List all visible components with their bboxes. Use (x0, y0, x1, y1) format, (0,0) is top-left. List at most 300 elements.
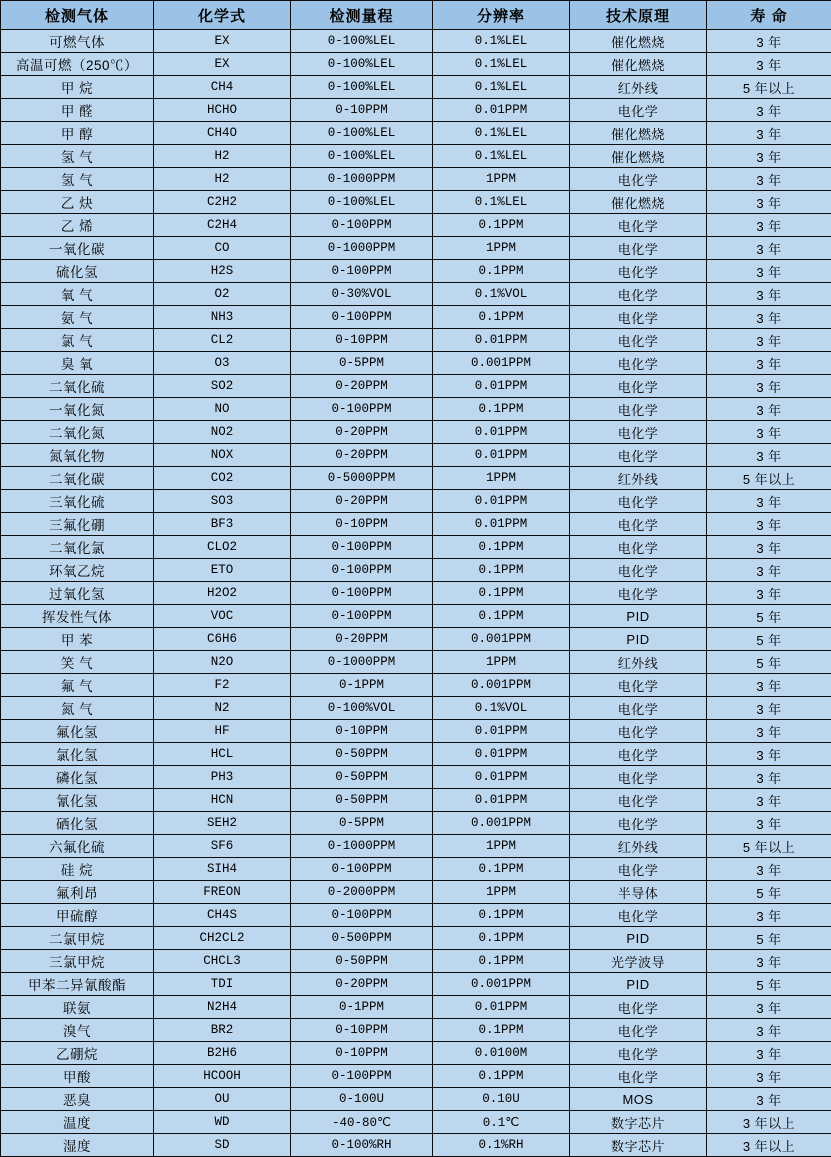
table-row (1, 1134, 831, 1157)
cell-gas: 二氧化氮 (1, 421, 154, 444)
cell-formula: PH3 (154, 766, 291, 789)
table-row (1, 145, 831, 168)
cell-formula: O3 (154, 352, 291, 375)
cell-formula: FREON (154, 881, 291, 904)
cell-gas: 氯 气 (1, 329, 154, 352)
cell-resolution: 0.1PPM (433, 398, 570, 421)
cell-gas: 甲硫醇 (1, 904, 154, 927)
cell-range: 0-100%LEL (291, 53, 433, 76)
cell-resolution: 1PPM (433, 237, 570, 260)
column-header-lifetime: 寿 命 (707, 1, 831, 30)
cell-technology: 电化学 (570, 490, 707, 513)
cell-resolution: 0.1PPM (433, 582, 570, 605)
cell-formula: HCN (154, 789, 291, 812)
cell-range: 0-100U (291, 1088, 433, 1111)
table-row (1, 53, 831, 76)
table-row (1, 743, 831, 766)
table-row (1, 858, 831, 881)
cell-technology: 电化学 (570, 168, 707, 191)
cell-technology: 电化学 (570, 766, 707, 789)
cell-gas: 氨 气 (1, 306, 154, 329)
cell-technology: PID (570, 605, 707, 628)
cell-technology: 电化学 (570, 352, 707, 375)
cell-lifetime: 3 年 (707, 743, 831, 766)
table-row (1, 214, 831, 237)
cell-gas: 联氨 (1, 996, 154, 1019)
cell-formula: H2S (154, 260, 291, 283)
cell-range: 0-100%LEL (291, 145, 433, 168)
cell-range: 0-2000PPM (291, 881, 433, 904)
cell-formula: NOX (154, 444, 291, 467)
cell-lifetime: 3 年 (707, 582, 831, 605)
cell-gas: 高温可燃（250℃） (1, 53, 154, 76)
cell-lifetime: 5 年 (707, 605, 831, 628)
cell-gas: 氧 气 (1, 283, 154, 306)
cell-range: 0-10PPM (291, 513, 433, 536)
cell-resolution: 1PPM (433, 835, 570, 858)
cell-resolution: 0.1PPM (433, 260, 570, 283)
cell-resolution: 0.1PPM (433, 605, 570, 628)
cell-range: 0-50PPM (291, 743, 433, 766)
cell-technology: 电化学 (570, 283, 707, 306)
cell-lifetime: 5 年 (707, 973, 831, 996)
cell-gas: 挥发性气体 (1, 605, 154, 628)
cell-lifetime: 3 年 (707, 536, 831, 559)
cell-formula: H2 (154, 145, 291, 168)
cell-gas: 三氯甲烷 (1, 950, 154, 973)
cell-lifetime: 3 年 (707, 766, 831, 789)
cell-lifetime: 3 年 (707, 858, 831, 881)
cell-formula: EX (154, 30, 291, 53)
cell-range: 0-20PPM (291, 973, 433, 996)
table-row (1, 421, 831, 444)
cell-range: 0-100PPM (291, 1065, 433, 1088)
cell-gas: 六氟化硫 (1, 835, 154, 858)
cell-resolution: 0.001PPM (433, 812, 570, 835)
cell-resolution: 0.001PPM (433, 628, 570, 651)
table-row (1, 904, 831, 927)
cell-technology: 催化燃烧 (570, 30, 707, 53)
cell-range: 0-100%VOL (291, 697, 433, 720)
cell-technology: 电化学 (570, 904, 707, 927)
table-row (1, 536, 831, 559)
table-row (1, 628, 831, 651)
cell-technology: 红外线 (570, 651, 707, 674)
cell-technology: 催化燃烧 (570, 145, 707, 168)
cell-formula: CH4S (154, 904, 291, 927)
cell-gas: 湿度 (1, 1134, 154, 1157)
cell-lifetime: 3 年 (707, 789, 831, 812)
cell-lifetime: 3 年以上 (707, 1134, 831, 1157)
cell-lifetime: 5 年以上 (707, 76, 831, 99)
cell-range: 0-10PPM (291, 99, 433, 122)
table-row (1, 1042, 831, 1065)
cell-gas: 磷化氢 (1, 766, 154, 789)
cell-technology: 电化学 (570, 1019, 707, 1042)
cell-formula: CLO2 (154, 536, 291, 559)
cell-gas: 笑 气 (1, 651, 154, 674)
cell-resolution: 0.001PPM (433, 973, 570, 996)
cell-lifetime: 3 年 (707, 421, 831, 444)
cell-resolution: 1PPM (433, 467, 570, 490)
cell-gas: 三氟化硼 (1, 513, 154, 536)
cell-formula: BF3 (154, 513, 291, 536)
cell-gas: 一氧化碳 (1, 237, 154, 260)
cell-gas: 氰化氢 (1, 789, 154, 812)
cell-gas: 氟 气 (1, 674, 154, 697)
table-row (1, 99, 831, 122)
cell-resolution: 0.1PPM (433, 904, 570, 927)
cell-technology: PID (570, 927, 707, 950)
cell-gas: 一氧化氮 (1, 398, 154, 421)
cell-lifetime: 3 年 (707, 306, 831, 329)
cell-lifetime: 3 年 (707, 1019, 831, 1042)
cell-gas: 臭 氧 (1, 352, 154, 375)
cell-range: 0-20PPM (291, 490, 433, 513)
cell-gas: 氢 气 (1, 168, 154, 191)
cell-resolution: 0.1%LEL (433, 76, 570, 99)
cell-formula: TDI (154, 973, 291, 996)
cell-formula: N2H4 (154, 996, 291, 1019)
cell-technology: 电化学 (570, 306, 707, 329)
cell-resolution: 0.01PPM (433, 766, 570, 789)
cell-range: 0-100PPM (291, 536, 433, 559)
table-row (1, 559, 831, 582)
cell-technology: 电化学 (570, 697, 707, 720)
table-row (1, 306, 831, 329)
cell-technology: 电化学 (570, 743, 707, 766)
cell-range: 0-10PPM (291, 720, 433, 743)
cell-formula: CH4O (154, 122, 291, 145)
cell-formula: NH3 (154, 306, 291, 329)
cell-gas: 过氧化氢 (1, 582, 154, 605)
cell-formula: F2 (154, 674, 291, 697)
table-row (1, 329, 831, 352)
table-row (1, 76, 831, 99)
cell-lifetime: 3 年 (707, 513, 831, 536)
cell-lifetime: 3 年 (707, 53, 831, 76)
cell-lifetime: 3 年 (707, 168, 831, 191)
cell-range: 0-100PPM (291, 260, 433, 283)
cell-resolution: 0.1PPM (433, 536, 570, 559)
table-row (1, 973, 831, 996)
cell-formula: SEH2 (154, 812, 291, 835)
cell-range: 0-100%LEL (291, 30, 433, 53)
table-row (1, 881, 831, 904)
table-row (1, 1019, 831, 1042)
cell-formula: C2H4 (154, 214, 291, 237)
cell-gas: 二氯甲烷 (1, 927, 154, 950)
cell-range: 0-5PPM (291, 352, 433, 375)
cell-range: 0-1000PPM (291, 168, 433, 191)
cell-range: 0-20PPM (291, 628, 433, 651)
cell-technology: 电化学 (570, 375, 707, 398)
cell-range: 0-5PPM (291, 812, 433, 835)
table-row (1, 513, 831, 536)
cell-formula: WD (154, 1111, 291, 1134)
cell-technology: 电化学 (570, 329, 707, 352)
table-row (1, 122, 831, 145)
cell-range: 0-20PPM (291, 375, 433, 398)
cell-gas: 氟化氢 (1, 720, 154, 743)
cell-gas: 乙硼烷 (1, 1042, 154, 1065)
cell-lifetime: 3 年 (707, 720, 831, 743)
cell-lifetime: 3 年 (707, 950, 831, 973)
cell-resolution: 0.001PPM (433, 674, 570, 697)
cell-formula: SF6 (154, 835, 291, 858)
cell-technology: 电化学 (570, 789, 707, 812)
cell-technology: 电化学 (570, 444, 707, 467)
cell-range: 0-10PPM (291, 1019, 433, 1042)
table-row (1, 605, 831, 628)
cell-formula: SO3 (154, 490, 291, 513)
cell-formula: CL2 (154, 329, 291, 352)
cell-lifetime: 3 年 (707, 996, 831, 1019)
cell-formula: OU (154, 1088, 291, 1111)
cell-lifetime: 3 年 (707, 674, 831, 697)
cell-resolution: 0.01PPM (433, 375, 570, 398)
cell-technology: MOS (570, 1088, 707, 1111)
cell-lifetime: 3 年 (707, 444, 831, 467)
cell-range: 0-100%LEL (291, 122, 433, 145)
cell-technology: 电化学 (570, 1065, 707, 1088)
cell-technology: 电化学 (570, 513, 707, 536)
cell-technology: 半导体 (570, 881, 707, 904)
table-row (1, 30, 831, 53)
cell-resolution: 0.1%LEL (433, 122, 570, 145)
table-row (1, 352, 831, 375)
cell-resolution: 0.01PPM (433, 720, 570, 743)
table-row (1, 375, 831, 398)
table-body (1, 30, 831, 1157)
cell-formula: SIH4 (154, 858, 291, 881)
cell-formula: BR2 (154, 1019, 291, 1042)
cell-resolution: 0.01PPM (433, 490, 570, 513)
cell-range: 0-5000PPM (291, 467, 433, 490)
cell-gas: 溴气 (1, 1019, 154, 1042)
cell-range: 0-30%VOL (291, 283, 433, 306)
cell-lifetime: 3 年 (707, 260, 831, 283)
cell-formula: VOC (154, 605, 291, 628)
cell-resolution: 1PPM (433, 881, 570, 904)
cell-technology: 数字芯片 (570, 1134, 707, 1157)
cell-gas: 二氧化碳 (1, 467, 154, 490)
cell-resolution: 0.01PPM (433, 329, 570, 352)
cell-range: 0-100%LEL (291, 191, 433, 214)
table-row (1, 835, 831, 858)
table-row (1, 191, 831, 214)
table-row (1, 720, 831, 743)
cell-range: 0-10PPM (291, 329, 433, 352)
cell-gas: 温度 (1, 1111, 154, 1134)
cell-formula: HCHO (154, 99, 291, 122)
table-row (1, 398, 831, 421)
cell-lifetime: 3 年 (707, 145, 831, 168)
cell-formula: CH4 (154, 76, 291, 99)
cell-gas: 可燃气体 (1, 30, 154, 53)
cell-resolution: 0.10U (433, 1088, 570, 1111)
cell-lifetime: 3 年 (707, 490, 831, 513)
cell-lifetime: 5 年 (707, 881, 831, 904)
cell-resolution: 0.01PPM (433, 421, 570, 444)
cell-resolution: 0.01PPM (433, 743, 570, 766)
table-row (1, 490, 831, 513)
table-row (1, 789, 831, 812)
cell-range: 0-1000PPM (291, 237, 433, 260)
table-row (1, 674, 831, 697)
cell-range: 0-50PPM (291, 950, 433, 973)
cell-technology: PID (570, 973, 707, 996)
table-row (1, 927, 831, 950)
cell-lifetime: 3 年 (707, 1088, 831, 1111)
cell-range: 0-100PPM (291, 306, 433, 329)
cell-gas: 硅 烷 (1, 858, 154, 881)
cell-formula: C2H2 (154, 191, 291, 214)
cell-range: 0-100PPM (291, 605, 433, 628)
cell-resolution: 0.1%VOL (433, 697, 570, 720)
cell-gas: 恶臭 (1, 1088, 154, 1111)
cell-formula: CO2 (154, 467, 291, 490)
cell-technology: PID (570, 628, 707, 651)
table-row (1, 996, 831, 1019)
cell-formula: HCOOH (154, 1065, 291, 1088)
cell-lifetime: 5 年以上 (707, 835, 831, 858)
cell-resolution: 0.1%RH (433, 1134, 570, 1157)
cell-resolution: 1PPM (433, 168, 570, 191)
cell-range: 0-1000PPM (291, 651, 433, 674)
cell-range: 0-500PPM (291, 927, 433, 950)
cell-resolution: 0.1%LEL (433, 191, 570, 214)
cell-resolution: 1PPM (433, 651, 570, 674)
table-row (1, 283, 831, 306)
cell-resolution: 0.001PPM (433, 352, 570, 375)
cell-technology: 电化学 (570, 996, 707, 1019)
cell-resolution: 0.1%VOL (433, 283, 570, 306)
cell-resolution: 0.1℃ (433, 1111, 570, 1134)
cell-lifetime: 3 年 (707, 191, 831, 214)
table-row (1, 444, 831, 467)
cell-resolution: 0.1%LEL (433, 53, 570, 76)
cell-lifetime: 3 年 (707, 904, 831, 927)
cell-technology: 光学波导 (570, 950, 707, 973)
cell-range: 0-100PPM (291, 398, 433, 421)
cell-formula: EX (154, 53, 291, 76)
cell-gas: 氟利昂 (1, 881, 154, 904)
cell-technology: 电化学 (570, 214, 707, 237)
cell-lifetime: 3 年 (707, 559, 831, 582)
cell-gas: 氯化氢 (1, 743, 154, 766)
column-header-gas: 检测气体 (1, 1, 154, 30)
table-row (1, 697, 831, 720)
cell-gas: 氮 气 (1, 697, 154, 720)
cell-resolution: 0.1PPM (433, 858, 570, 881)
cell-gas: 甲苯二异氰酸酯 (1, 973, 154, 996)
cell-resolution: 0.01PPM (433, 99, 570, 122)
cell-range: 0-1000PPM (291, 835, 433, 858)
table-row (1, 651, 831, 674)
cell-lifetime: 3 年 (707, 697, 831, 720)
cell-formula: CHCL3 (154, 950, 291, 973)
cell-lifetime: 3 年 (707, 283, 831, 306)
table-row (1, 168, 831, 191)
table-row (1, 950, 831, 973)
cell-resolution: 0.01PPM (433, 996, 570, 1019)
cell-range: 0-1PPM (291, 996, 433, 1019)
cell-formula: C6H6 (154, 628, 291, 651)
table-row (1, 467, 831, 490)
cell-gas: 甲 醛 (1, 99, 154, 122)
column-header-technology: 技术原理 (570, 1, 707, 30)
cell-gas: 氮氧化物 (1, 444, 154, 467)
cell-resolution: 0.01PPM (433, 513, 570, 536)
cell-range: 0-100PPM (291, 904, 433, 927)
cell-technology: 电化学 (570, 99, 707, 122)
cell-range: 0-50PPM (291, 789, 433, 812)
cell-gas: 硒化氢 (1, 812, 154, 835)
cell-resolution: 0.1PPM (433, 214, 570, 237)
cell-lifetime: 3 年 (707, 1042, 831, 1065)
table-row (1, 766, 831, 789)
cell-lifetime: 3 年 (707, 214, 831, 237)
cell-technology: 红外线 (570, 76, 707, 99)
cell-resolution: 0.1PPM (433, 1065, 570, 1088)
cell-formula: HF (154, 720, 291, 743)
cell-resolution: 0.1%LEL (433, 30, 570, 53)
cell-gas: 三氧化硫 (1, 490, 154, 513)
cell-range: 0-1PPM (291, 674, 433, 697)
cell-lifetime: 5 年 (707, 927, 831, 950)
table-row (1, 237, 831, 260)
cell-gas: 二氧化氯 (1, 536, 154, 559)
cell-formula: H2O2 (154, 582, 291, 605)
cell-technology: 红外线 (570, 835, 707, 858)
cell-technology: 数字芯片 (570, 1111, 707, 1134)
cell-resolution: 0.1PPM (433, 559, 570, 582)
cell-range: 0-100%LEL (291, 76, 433, 99)
cell-technology: 催化燃烧 (570, 53, 707, 76)
table-row (1, 260, 831, 283)
cell-lifetime: 5 年以上 (707, 467, 831, 490)
cell-resolution: 0.1PPM (433, 927, 570, 950)
cell-lifetime: 3 年 (707, 99, 831, 122)
cell-resolution: 0.1%LEL (433, 145, 570, 168)
column-header-range: 检测量程 (291, 1, 433, 30)
table-row (1, 1088, 831, 1111)
cell-technology: 电化学 (570, 582, 707, 605)
cell-technology: 电化学 (570, 536, 707, 559)
cell-technology: 电化学 (570, 398, 707, 421)
cell-technology: 电化学 (570, 812, 707, 835)
table-row (1, 1065, 831, 1088)
cell-range: 0-20PPM (291, 421, 433, 444)
cell-resolution: 0.1PPM (433, 1019, 570, 1042)
cell-gas: 甲酸 (1, 1065, 154, 1088)
cell-formula: N2 (154, 697, 291, 720)
cell-formula: B2H6 (154, 1042, 291, 1065)
cell-technology: 红外线 (570, 467, 707, 490)
cell-technology: 电化学 (570, 720, 707, 743)
cell-technology: 电化学 (570, 858, 707, 881)
cell-range: 0-20PPM (291, 444, 433, 467)
cell-gas: 氢 气 (1, 145, 154, 168)
cell-technology: 催化燃烧 (570, 122, 707, 145)
cell-resolution: 0.0100M (433, 1042, 570, 1065)
cell-gas: 甲 醇 (1, 122, 154, 145)
column-header-formula: 化学式 (154, 1, 291, 30)
cell-range: 0-10PPM (291, 1042, 433, 1065)
cell-formula: N2O (154, 651, 291, 674)
cell-technology: 电化学 (570, 237, 707, 260)
